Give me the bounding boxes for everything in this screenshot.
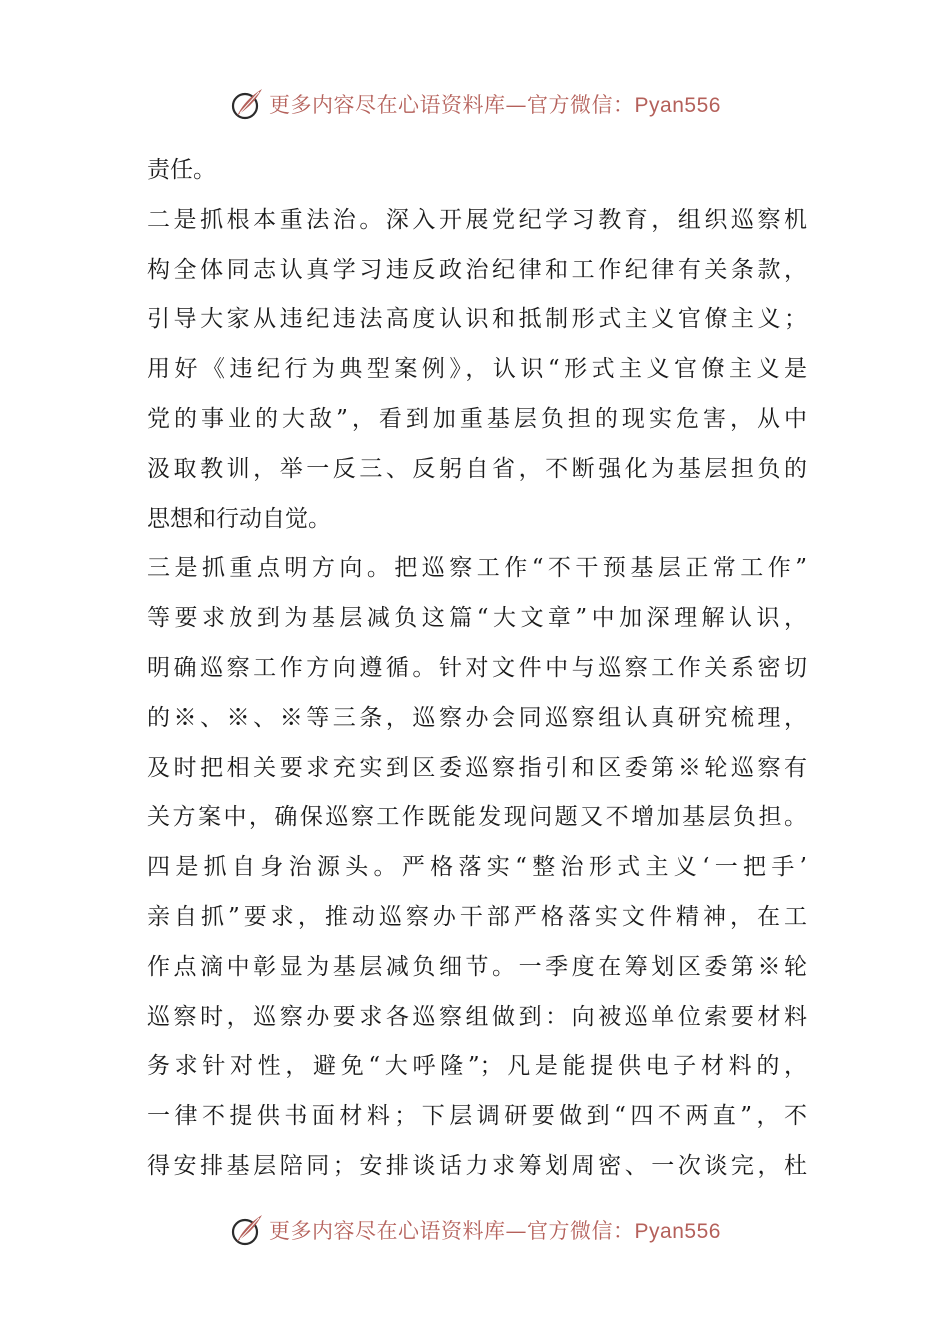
text-line: 构全体同志认真学习违反政治纪律和工作纪律有关条款， [147, 256, 807, 283]
text-line: 作点滴中彰显为基层减负细节。一季度在筹划区委第※轮 [147, 953, 807, 980]
quill-logo-icon [229, 86, 265, 122]
footer-banner-text [269, 1215, 721, 1245]
text-line: 一律不提供书面材料；下层调研要做到“四不两直”，不 [147, 1103, 807, 1130]
text-line: 党的事业的大敌”，看到加重基层负担的现实危害，从中 [147, 405, 807, 432]
text-line: 三是抓重点明方向。把巡察工作“不干预基层正常工作” [147, 555, 807, 582]
footer-banner-title: 更多内容尽在心语资料库 [269, 1219, 506, 1243]
text-line: 亲自抓”要求，推动巡察办干部严格落实文件精神，在工 [147, 903, 807, 930]
header-banner-title: 更多内容尽在心语资料库 [269, 93, 506, 117]
footer-banner-contact: 官方微信： [527, 1219, 635, 1243]
header-banner-contact: 官方微信： [527, 93, 635, 117]
text-line: 的※、※、※等三条，巡察办会同巡察组认真研究梳理， [147, 704, 807, 731]
text-line: 汲取教训，举一反三、反躬自省，不断强化为基层担负的 [147, 455, 807, 482]
text-line: 二是抓根本重法治。深入开展党纪学习教育，组织巡察机 [147, 206, 807, 233]
header-banner-id: Pyan556 [634, 94, 721, 117]
text-line: 四是抓自身治源头。严格落实“整治形式主义‘一把手’ [147, 854, 807, 881]
text-line: 明确巡察工作方向遵循。针对文件中与巡察工作关系密切 [147, 654, 807, 681]
footer-banner [0, 1208, 950, 1252]
text-line: 关方案中，确保巡察工作既能发现问题又不增加基层负担。 [147, 804, 807, 831]
footer-banner-id: Pyan556 [634, 1220, 721, 1243]
header-banner-sep: — [505, 93, 528, 117]
text-line: 引导大家从违纪违法高度认识和抵制形式主义官僚主义； [147, 306, 807, 333]
document-body [147, 146, 807, 1192]
text-line: 巡察时，巡察办要求各巡察组做到：向被巡单位索要材料 [147, 1003, 807, 1030]
text-line: 思想和行动自觉。 [147, 505, 331, 532]
text-line: 及时把相关要求充实到区委巡察指引和区委第※轮巡察有 [147, 754, 807, 781]
header-banner [0, 82, 950, 126]
text-line: 务求针对性，避免“大呼隆”；凡是能提供电子材料的， [147, 1053, 807, 1080]
quill-logo-icon [229, 1212, 265, 1248]
text-line: 等要求放到为基层减负这篇“大文章”中加深理解认识， [147, 605, 807, 632]
text-line: 得安排基层陪同；安排谈话力求筹划周密、一次谈完，杜 [147, 1152, 807, 1179]
text-line: 用好《违纪行为典型案例》，认识“形式主义官僚主义是 [147, 356, 807, 383]
header-banner-text [269, 89, 721, 119]
footer-banner-sep: — [505, 1219, 528, 1243]
text-line: 责任。 [147, 157, 216, 183]
